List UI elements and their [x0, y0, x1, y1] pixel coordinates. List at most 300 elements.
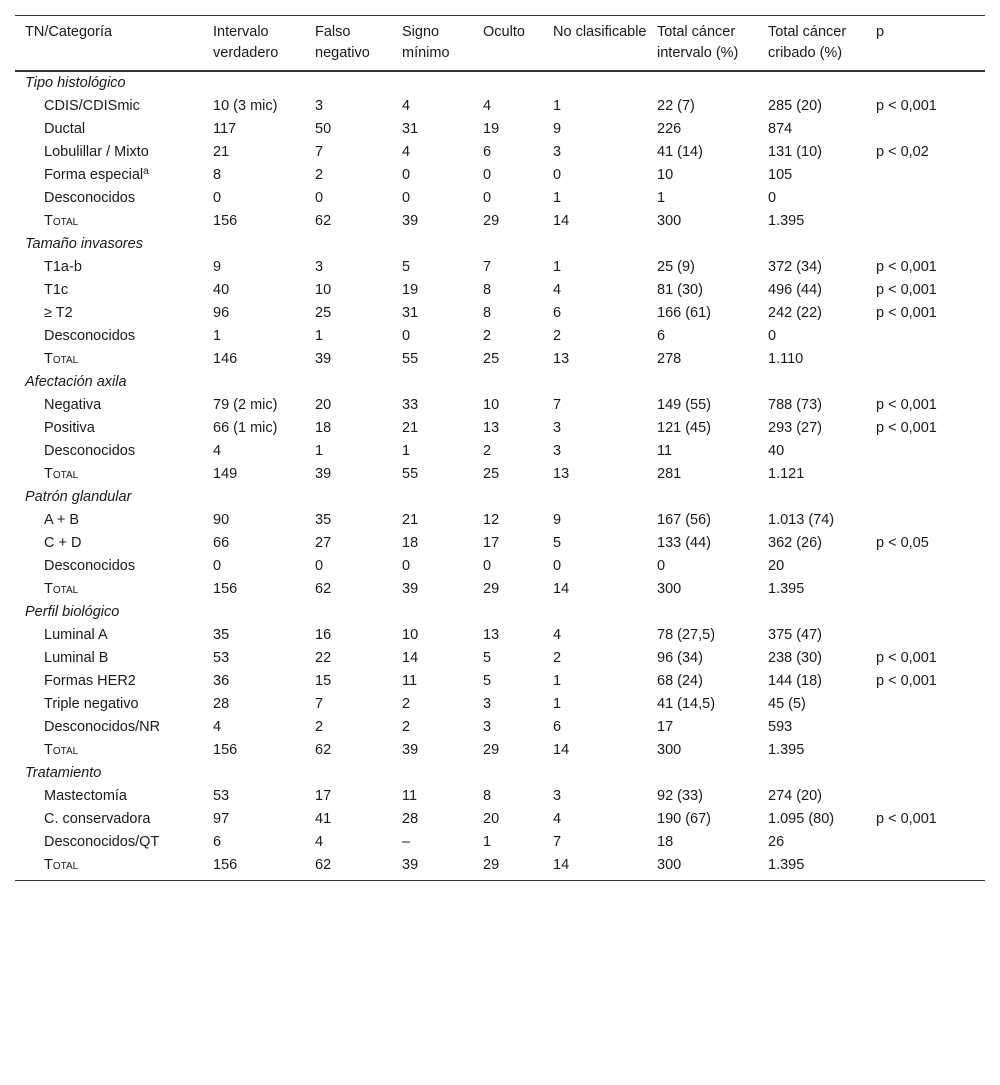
data-cell: 62	[315, 742, 332, 758]
data-cell: 45 (5)	[768, 696, 806, 712]
data-cell: 20	[483, 811, 500, 827]
data-cell: 28	[402, 811, 419, 827]
data-cell: 0	[553, 558, 562, 574]
data-cell: 278	[657, 351, 682, 367]
data-cell: 0	[768, 328, 777, 344]
data-cell: 874	[768, 121, 793, 137]
data-cell: 39	[315, 466, 332, 482]
data-cell: 7	[483, 259, 492, 275]
data-cell: 39	[315, 351, 332, 367]
data-cell: 372 (34)	[768, 259, 823, 275]
data-cell: 53	[213, 650, 230, 666]
data-cell: 1.121	[768, 466, 805, 482]
data-cell: 238 (30)	[768, 650, 823, 666]
data-cell: 13	[553, 351, 570, 367]
data-cell: 300	[657, 213, 682, 229]
table-row	[15, 831, 985, 854]
p-value-cell	[872, 187, 985, 210]
data-cell: 0	[213, 190, 222, 206]
data-cell: 25 (9)	[657, 259, 695, 275]
data-cell: 0	[483, 190, 492, 206]
row-label	[15, 808, 209, 831]
p-value-cell	[872, 325, 985, 348]
p-value-cell	[872, 716, 985, 739]
data-cell: 1.013 (74)	[768, 512, 835, 528]
row-label-text: Mastectomía	[44, 788, 127, 804]
data-cell: 8	[213, 167, 222, 183]
row-label	[15, 739, 209, 762]
data-cell: 41	[315, 811, 332, 827]
data-cell: 1	[315, 328, 324, 344]
data-cell: 2	[483, 328, 492, 344]
data-cell: 3	[483, 696, 492, 712]
row-label-text: C. conservadora	[44, 811, 151, 827]
header-cell: Intervalo verdadero	[213, 24, 279, 61]
p-value-cell: p < 0,001	[876, 811, 937, 827]
data-cell: 20	[768, 558, 785, 574]
section-row	[15, 71, 985, 95]
data-cell: 300	[657, 581, 682, 597]
row-label	[15, 647, 209, 670]
total-row	[15, 578, 985, 601]
data-cell: 41 (14,5)	[657, 696, 716, 712]
data-cell: 9	[213, 259, 222, 275]
data-cell: 1	[553, 190, 562, 206]
data-cell: 1	[553, 259, 562, 275]
data-cell: 18	[402, 535, 419, 551]
p-value-cell	[872, 509, 985, 532]
row-label	[15, 164, 209, 187]
data-cell: –	[402, 834, 411, 850]
data-cell: 15	[315, 673, 332, 689]
data-cell: 25	[483, 466, 500, 482]
p-value-cell: p < 0,001	[876, 673, 937, 689]
data-cell: 90	[213, 512, 230, 528]
data-cell: 2	[315, 167, 324, 183]
data-cell: 8	[483, 788, 492, 804]
data-cell: 31	[402, 121, 419, 137]
row-label	[15, 256, 209, 279]
data-cell: 22	[315, 650, 332, 666]
data-cell: 3	[483, 719, 492, 735]
data-cell: 190 (67)	[657, 811, 712, 827]
table-container	[15, 15, 985, 881]
p-value-cell	[872, 440, 985, 463]
data-cell: 1.395	[768, 213, 805, 229]
data-cell: 1.110	[768, 351, 804, 367]
p-value-cell	[872, 348, 985, 371]
table-row	[15, 394, 985, 417]
data-cell: 1	[213, 328, 222, 344]
data-cell: 78 (27,5)	[657, 627, 716, 643]
data-cell: 14	[553, 742, 570, 758]
total-row	[15, 463, 985, 486]
row-label-text: Formas HER2	[44, 673, 136, 689]
row-label	[15, 394, 209, 417]
data-cell: 496 (44)	[768, 282, 823, 298]
data-cell: 156	[213, 581, 238, 597]
p-value-cell	[872, 624, 985, 647]
row-label-text: Total	[44, 213, 79, 229]
data-cell: 156	[213, 742, 238, 758]
total-row	[15, 739, 985, 762]
data-cell: 35	[315, 512, 332, 528]
data-cell: 8	[483, 305, 492, 321]
data-cell: 39	[402, 857, 419, 873]
row-label	[15, 417, 209, 440]
data-cell: 167 (56)	[657, 512, 712, 528]
table-row	[15, 164, 985, 187]
data-cell: 2	[553, 328, 562, 344]
p-value-cell: p < 0,001	[876, 397, 937, 413]
row-label-text: Negativa	[44, 397, 102, 413]
data-cell: 3	[315, 98, 324, 114]
row-label-text: Lobulillar / Mixto	[44, 144, 149, 160]
section-title: Afectación axila	[25, 374, 127, 390]
row-label	[15, 532, 209, 555]
row-label	[15, 463, 209, 486]
data-cell: 8	[483, 282, 492, 298]
row-label-text: Total	[44, 351, 79, 367]
data-cell: 1	[483, 834, 492, 850]
data-cell: 4	[402, 98, 411, 114]
data-cell: 4	[553, 627, 562, 643]
data-cell: 21	[402, 512, 419, 528]
data-cell: 20	[315, 397, 332, 413]
row-label-text: Desconocidos	[44, 558, 136, 574]
data-cell: 26	[768, 834, 785, 850]
row-label	[15, 95, 209, 118]
header-cell: Oculto	[483, 24, 525, 40]
data-cell: 7	[315, 144, 324, 160]
table-row	[15, 555, 985, 578]
header-cell: p	[876, 24, 885, 40]
data-cell: 10	[483, 397, 500, 413]
table-row	[15, 693, 985, 716]
data-cell: 131 (10)	[768, 144, 823, 160]
data-cell: 3	[553, 420, 562, 436]
row-label-text: Ductal	[44, 121, 86, 137]
data-cell: 144 (18)	[768, 673, 823, 689]
row-label-text: Desconocidos	[44, 190, 136, 206]
row-label-text: ≥ T2	[44, 305, 73, 321]
data-cell: 14	[402, 650, 419, 666]
data-cell: 96	[213, 305, 230, 321]
data-cell: 1.095 (80)	[768, 811, 835, 827]
row-label	[15, 555, 209, 578]
row-label-text: Total	[44, 466, 79, 482]
row-label-text: CDIS/CDISmic	[44, 98, 140, 114]
table-body	[15, 71, 985, 880]
row-label	[15, 785, 209, 808]
table-row	[15, 118, 985, 141]
data-cell: 0	[213, 558, 222, 574]
data-cell: 29	[483, 742, 500, 758]
data-cell: 29	[483, 857, 500, 873]
row-label	[15, 693, 209, 716]
data-cell: 5	[483, 673, 492, 689]
data-cell: 25	[315, 305, 332, 321]
data-cell: 11	[402, 788, 418, 804]
row-label	[15, 670, 209, 693]
table-row	[15, 279, 985, 302]
row-label	[15, 440, 209, 463]
row-label-text: T1a-b	[44, 259, 82, 275]
data-cell: 55	[402, 351, 419, 367]
row-label	[15, 325, 209, 348]
data-cell: 18	[657, 834, 674, 850]
data-cell: 62	[315, 857, 332, 873]
row-label	[15, 578, 209, 601]
data-cell: 14	[553, 581, 570, 597]
data-cell: 14	[553, 213, 570, 229]
data-cell: 3	[553, 443, 562, 459]
data-cell: 362 (26)	[768, 535, 823, 551]
data-cell: 0	[402, 558, 411, 574]
p-value-cell	[872, 555, 985, 578]
header-row	[15, 16, 985, 72]
data-cell: 0	[483, 558, 492, 574]
data-cell: 21	[213, 144, 230, 160]
data-cell: 10	[402, 627, 419, 643]
data-cell: 17	[483, 535, 500, 551]
p-value-cell	[872, 785, 985, 808]
p-value-cell	[872, 739, 985, 762]
table-row	[15, 440, 985, 463]
data-cell: 36	[213, 673, 230, 689]
data-cell: 18	[315, 420, 332, 436]
row-label-text: Desconocidos/QT	[44, 834, 160, 850]
row-label-text: Forma especial	[44, 167, 144, 183]
data-cell: 13	[483, 627, 500, 643]
data-cell: 55	[402, 466, 419, 482]
data-cell: 12	[483, 512, 500, 528]
total-row	[15, 854, 985, 880]
p-value-cell	[872, 210, 985, 233]
section-title: Patrón glandular	[25, 489, 132, 505]
row-label	[15, 624, 209, 647]
data-cell: 97	[213, 811, 230, 827]
table-row	[15, 785, 985, 808]
row-label	[15, 118, 209, 141]
row-label-text: Desconocidos	[44, 328, 136, 344]
data-cell: 1	[553, 696, 562, 712]
data-cell: 133 (44)	[657, 535, 712, 551]
data-cell: 0	[657, 558, 666, 574]
data-cell: 17	[657, 719, 674, 735]
data-cell: 14	[553, 857, 570, 873]
data-cell: 29	[483, 581, 500, 597]
table-row	[15, 325, 985, 348]
table-row	[15, 716, 985, 739]
row-label	[15, 509, 209, 532]
section-row	[15, 762, 985, 785]
footnote-marker: a	[143, 166, 149, 177]
data-cell: 4	[553, 282, 562, 298]
p-value-cell	[872, 854, 985, 880]
data-cell: 6	[483, 144, 492, 160]
data-cell: 17	[315, 788, 332, 804]
data-cell: 40	[213, 282, 230, 298]
p-value-cell: p < 0,001	[876, 420, 937, 436]
row-label	[15, 187, 209, 210]
section-row	[15, 233, 985, 256]
data-cell: 156	[213, 213, 238, 229]
row-label-text: Desconocidos	[44, 443, 136, 459]
data-cell: 149 (55)	[657, 397, 712, 413]
data-cell: 39	[402, 213, 419, 229]
p-value-cell	[872, 831, 985, 854]
p-value-cell	[872, 164, 985, 187]
table-row	[15, 670, 985, 693]
row-label	[15, 831, 209, 854]
total-row	[15, 348, 985, 371]
data-cell: 10 (3 mic)	[213, 98, 278, 114]
data-cell: 105	[768, 167, 793, 183]
data-cell: 2	[483, 443, 492, 459]
data-cell: 41 (14)	[657, 144, 703, 160]
data-cell: 1.395	[768, 742, 805, 758]
data-cell: 1	[657, 190, 666, 206]
data-cell: 2	[402, 696, 411, 712]
row-label-text: Positiva	[44, 420, 95, 436]
data-cell: 10	[657, 167, 674, 183]
data-cell: 5	[553, 535, 562, 551]
p-value-cell: p < 0,001	[876, 650, 937, 666]
row-label-text: Triple negativo	[44, 696, 139, 712]
data-cell: 242 (22)	[768, 305, 823, 321]
data-cell: 4	[213, 719, 222, 735]
data-cell: 13	[483, 420, 500, 436]
section-title: Tamaño invasores	[25, 236, 143, 252]
data-cell: 79 (2 mic)	[213, 397, 278, 413]
section-title: Tipo histológico	[25, 75, 126, 91]
data-cell: 4	[402, 144, 411, 160]
data-cell: 6	[553, 305, 562, 321]
p-value-cell: p < 0,001	[876, 259, 937, 275]
data-cell: 2	[402, 719, 411, 735]
results-table	[15, 15, 985, 881]
row-label-text: Desconocidos/NR	[44, 719, 161, 735]
data-cell: 281	[657, 466, 682, 482]
data-cell: 0	[402, 167, 411, 183]
section-title: Tratamiento	[25, 765, 102, 781]
p-value-cell: p < 0,001	[876, 305, 937, 321]
data-cell: 0	[315, 190, 324, 206]
data-cell: 9	[553, 121, 562, 137]
data-cell: 4	[553, 811, 562, 827]
data-cell: 274 (20)	[768, 788, 823, 804]
data-cell: 25	[483, 351, 500, 367]
data-cell: 149	[213, 466, 238, 482]
data-cell: 593	[768, 719, 793, 735]
data-cell: 7	[553, 834, 562, 850]
table-row	[15, 95, 985, 118]
p-value-cell: p < 0,02	[876, 144, 929, 160]
data-cell: 3	[315, 259, 324, 275]
data-cell: 300	[657, 742, 682, 758]
p-value-cell	[872, 118, 985, 141]
data-cell: 1	[315, 443, 324, 459]
row-label	[15, 854, 209, 880]
table-row	[15, 808, 985, 831]
section-row	[15, 601, 985, 624]
header-cell: Total cáncer intervalo (%)	[657, 24, 739, 61]
data-cell: 146	[213, 351, 238, 367]
table-row	[15, 647, 985, 670]
data-cell: 31	[402, 305, 419, 321]
data-cell: 5	[483, 650, 492, 666]
data-cell: 27	[315, 535, 332, 551]
header-cell: Total cáncer cribado (%)	[768, 24, 847, 61]
p-value-cell: p < 0,05	[876, 535, 929, 551]
data-cell: 53	[213, 788, 230, 804]
data-cell: 39	[402, 742, 419, 758]
data-cell: 96 (34)	[657, 650, 703, 666]
data-cell: 40	[768, 443, 785, 459]
data-cell: 29	[483, 213, 500, 229]
row-label-text: Total	[44, 581, 79, 597]
total-row	[15, 210, 985, 233]
data-cell: 0	[553, 167, 562, 183]
data-cell: 1.395	[768, 581, 805, 597]
header-cell: No clasificable	[553, 24, 647, 40]
data-cell: 66	[213, 535, 230, 551]
data-cell: 66 (1 mic)	[213, 420, 278, 436]
data-cell: 0	[483, 167, 492, 183]
data-cell: 788 (73)	[768, 397, 823, 413]
row-label	[15, 348, 209, 371]
data-cell: 166 (61)	[657, 305, 712, 321]
data-cell: 375 (47)	[768, 627, 823, 643]
data-cell: 117	[213, 121, 237, 137]
data-cell: 4	[213, 443, 222, 459]
data-cell: 1	[402, 443, 411, 459]
data-cell: 9	[553, 512, 562, 528]
table-row	[15, 187, 985, 210]
data-cell: 62	[315, 581, 332, 597]
data-cell: 13	[553, 466, 570, 482]
data-cell: 21	[402, 420, 419, 436]
header-cell: Falso negativo	[315, 24, 370, 61]
data-cell: 11	[657, 443, 673, 459]
data-cell: 0	[315, 558, 324, 574]
data-cell: 293 (27)	[768, 420, 823, 436]
data-cell: 3	[553, 788, 562, 804]
data-cell: 39	[402, 581, 419, 597]
table-row	[15, 532, 985, 555]
row-label	[15, 716, 209, 739]
data-cell: 6	[553, 719, 562, 735]
row-label-text: Luminal B	[44, 650, 109, 666]
data-cell: 16	[315, 627, 332, 643]
data-cell: 2	[553, 650, 562, 666]
data-cell: 68 (24)	[657, 673, 703, 689]
row-label-text: Total	[44, 857, 79, 873]
p-value-cell	[872, 463, 985, 486]
data-cell: 6	[657, 328, 666, 344]
table-row	[15, 256, 985, 279]
data-cell: 62	[315, 213, 332, 229]
table-row	[15, 417, 985, 440]
row-label	[15, 302, 209, 325]
table-row	[15, 302, 985, 325]
data-cell: 4	[483, 98, 492, 114]
section-row	[15, 371, 985, 394]
p-value-cell	[872, 578, 985, 601]
data-cell: 35	[213, 627, 230, 643]
data-cell: 1.395	[768, 857, 805, 873]
